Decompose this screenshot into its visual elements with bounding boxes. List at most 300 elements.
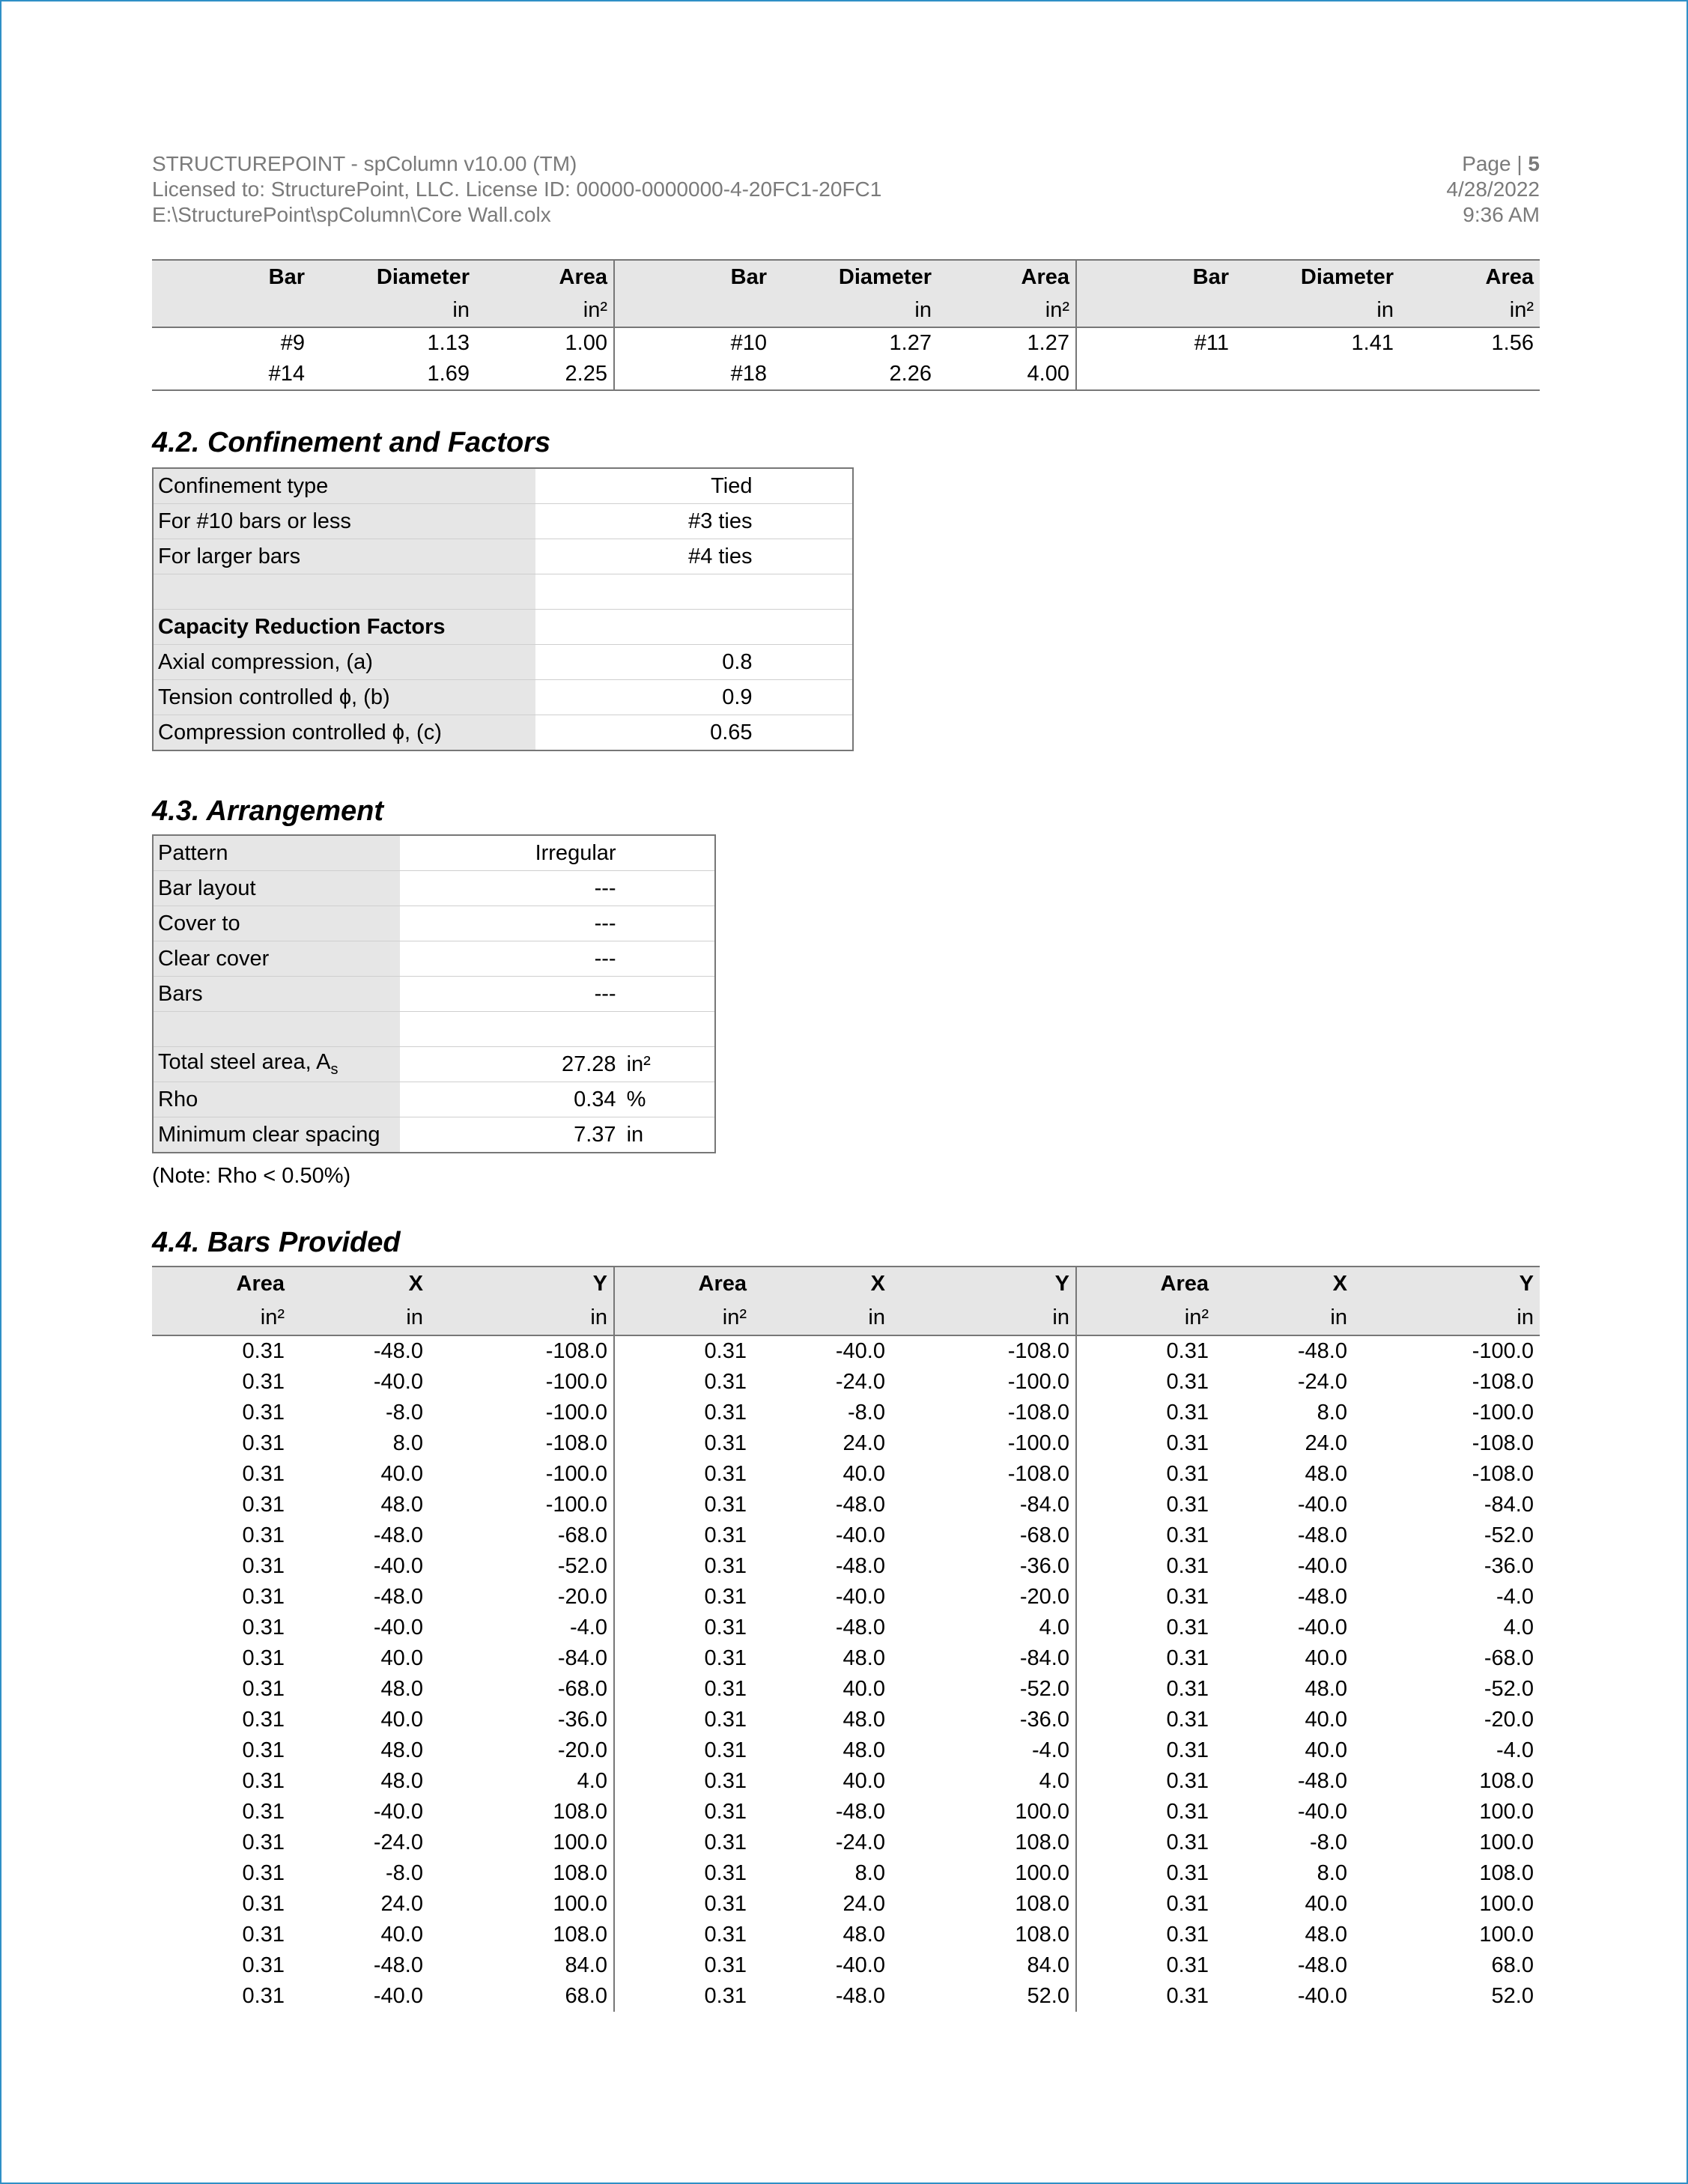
kv-label: [153, 574, 535, 610]
kv-row: [153, 715, 853, 751]
kv-label: Capacity Reduction Factors: [153, 610, 535, 645]
kv-row: [153, 1047, 715, 1082]
table-cell: 8.0: [1317, 1401, 1347, 1425]
column-header: Y: [1353, 1267, 1540, 1300]
table-cell: 0.31: [242, 1830, 285, 1854]
table-cell: 0.31: [242, 1984, 285, 2008]
column-header: Bar: [152, 260, 311, 294]
kv-row: [153, 1117, 715, 1153]
table-cell: -48.0: [1297, 1953, 1347, 1977]
table-cell: -52.0: [1484, 1677, 1534, 1701]
table-cell: -8.0: [386, 1401, 423, 1425]
table-cell: #10: [730, 331, 767, 355]
kv-value: 0.34: [400, 1082, 621, 1117]
table-cell: 0.31: [242, 1769, 285, 1793]
kv-label: Compression controlled ϕ, (c): [153, 715, 535, 751]
kv-label-subscript: s: [330, 1061, 338, 1078]
table-cell: 0.31: [1166, 1554, 1209, 1578]
table-cell: 0.31: [242, 1401, 285, 1425]
column-unit: in²: [1076, 1300, 1215, 1335]
table-cell: 0.31: [242, 1953, 285, 1977]
table-cell: -8.0: [848, 1401, 885, 1425]
table-cell: 0.31: [704, 1431, 747, 1455]
table-cell: -100.0: [429, 1398, 614, 1428]
kv-value: [535, 574, 756, 610]
kv-label: [153, 1047, 400, 1082]
kv-value: [400, 1012, 621, 1047]
table-cell: 1.00: [476, 327, 614, 359]
table-cell: -48.0: [1297, 1585, 1347, 1609]
table-cell: -36.0: [891, 1705, 1076, 1735]
table-cell: 40.0: [380, 1708, 423, 1732]
table-cell: 40.0: [1305, 1708, 1347, 1732]
table-cell: 0.31: [1166, 1708, 1209, 1732]
column-unit: in²: [1400, 294, 1540, 327]
header-time: 9:36 AM: [1463, 203, 1540, 226]
table-cell: 48.0: [380, 1493, 423, 1517]
column-header: Area: [476, 260, 614, 294]
table-row: [152, 1981, 1540, 2012]
table-cell: 48.0: [1305, 1677, 1347, 1701]
table-cell: 1.27: [889, 331, 932, 355]
page-number: 5: [1528, 152, 1540, 175]
table-cell: -68.0: [891, 1520, 1076, 1551]
table-cell: -24.0: [835, 1370, 885, 1394]
table-cell: 0.31: [242, 1339, 285, 1363]
kv-spacer: [757, 504, 853, 539]
bars-provided-table: [152, 1266, 1540, 2012]
kv-spacer: [757, 610, 853, 645]
column-unit: in²: [938, 294, 1076, 327]
kv-label: [153, 977, 400, 1012]
table-cell: 0.31: [704, 1984, 747, 2008]
table-cell: 100.0: [891, 1858, 1076, 1889]
table-cell: -48.0: [1297, 1769, 1347, 1793]
table-cell: 24.0: [843, 1892, 885, 1916]
table-cell: 48.0: [380, 1769, 423, 1793]
table-cell: 0.31: [242, 1923, 285, 1947]
table-row: [152, 1335, 1540, 1367]
table-cell: 0.31: [1166, 1738, 1209, 1762]
kv-label: [153, 1117, 400, 1153]
kv-spacer: [757, 468, 853, 504]
table-cell: #18: [614, 359, 773, 390]
kv-value: 0.65: [710, 720, 753, 744]
table-cell: 0.31: [704, 1462, 747, 1486]
kv-row: [153, 1012, 715, 1047]
table-cell: 100.0: [1479, 1800, 1534, 1824]
table-cell: -8.0: [1310, 1830, 1347, 1854]
table-cell: -40.0: [1297, 1554, 1347, 1578]
table-row: [152, 1428, 1540, 1459]
column-header: Y: [429, 1267, 614, 1300]
section-title-arrangement: 4.3. Arrangement: [152, 795, 384, 827]
table-cell: -108.0: [891, 1398, 1076, 1428]
table-cell: 0.31: [1166, 1462, 1209, 1486]
table-cell: -84.0: [891, 1490, 1076, 1520]
kv-unit: [621, 1012, 715, 1047]
table-cell: 40.0: [1305, 1646, 1347, 1670]
kv-row: [153, 504, 853, 539]
table-row: [152, 1490, 1540, 1520]
section-title-confinement: 4.2. Confinement and Factors: [152, 427, 551, 458]
table-cell: -40.0: [835, 1953, 885, 1977]
column-unit: in: [891, 1300, 1076, 1335]
table-cell: 0.31: [242, 1616, 285, 1639]
table-cell: -100.0: [1472, 1339, 1534, 1363]
kv-label: For #10 bars or less: [153, 504, 535, 539]
table-cell: 40.0: [380, 1462, 423, 1486]
table-cell: -40.0: [1297, 1616, 1347, 1639]
kv-value: ---: [400, 871, 621, 906]
kv-label: [153, 906, 400, 941]
kv-row: [153, 977, 715, 1012]
kv-label: [153, 1082, 400, 1117]
table-cell: 0.31: [704, 1370, 747, 1394]
table-cell: #14: [152, 359, 311, 390]
page-label: Page |: [1462, 152, 1528, 175]
table-cell: 0.31: [242, 1462, 285, 1486]
table-cell: 100.0: [429, 1889, 614, 1920]
table-cell: 68.0: [1491, 1953, 1534, 1977]
table-cell: 0.31: [242, 1738, 285, 1762]
table-cell: -36.0: [1484, 1554, 1534, 1578]
table-row: [152, 1613, 1540, 1643]
table-cell: 0.31: [242, 1370, 285, 1394]
kv-label: For larger bars: [153, 539, 535, 574]
table-cell: -4.0: [1496, 1585, 1534, 1609]
column-header: X: [1215, 1267, 1353, 1300]
table-cell: 0.31: [704, 1800, 747, 1824]
page-number-line: [1446, 151, 1540, 177]
table-cell: 0.31: [704, 1493, 747, 1517]
table-cell: -40.0: [835, 1523, 885, 1547]
table-cell: -40.0: [835, 1339, 885, 1363]
table-cell: 1.56: [1491, 331, 1534, 355]
kv-value: #3 ties: [535, 504, 756, 539]
table-cell: 48.0: [380, 1738, 423, 1762]
kv-spacer: [757, 539, 853, 574]
table-cell: 100.0: [429, 1827, 614, 1858]
header-left: [152, 151, 881, 228]
kv-value: #4 ties: [535, 539, 756, 574]
table-row: [152, 1705, 1540, 1735]
table-cell: 1.27: [938, 327, 1076, 359]
table-cell: -24.0: [1297, 1370, 1347, 1394]
table-cell: -40.0: [835, 1585, 885, 1609]
kv-value: 0.8: [535, 645, 756, 680]
table-cell: 4.00: [938, 359, 1076, 390]
table-cell: -108.0: [1472, 1462, 1534, 1486]
header-right: [1446, 151, 1540, 228]
table-cell: 0.31: [704, 1646, 747, 1670]
table-cell: -48.0: [373, 1585, 423, 1609]
table-cell: -100.0: [429, 1459, 614, 1490]
table-cell: 0.31: [1166, 1953, 1209, 1977]
table-cell: #9: [280, 331, 305, 355]
table-cell: 108.0: [429, 1920, 614, 1950]
table-cell: 0.31: [1166, 1677, 1209, 1701]
table-cell: 0.31: [242, 1708, 285, 1732]
kv-row: [153, 539, 853, 574]
table-cell: 0.31: [704, 1892, 747, 1916]
table-cell: 100.0: [891, 1797, 1076, 1827]
column-header: Area: [1400, 260, 1540, 294]
kv-label: [153, 1012, 400, 1047]
table-row: [152, 1459, 1540, 1490]
table-cell: -100.0: [429, 1490, 614, 1520]
table-row: [152, 1398, 1540, 1428]
kv-value: Irregular: [400, 835, 621, 871]
kv-label: [153, 835, 400, 871]
table-cell: 40.0: [1305, 1738, 1347, 1762]
kv-row: [153, 1082, 715, 1117]
table-cell: 24.0: [1305, 1431, 1347, 1455]
kv-value: ---: [400, 906, 621, 941]
column-header: Diameter: [1235, 260, 1400, 294]
table-cell: -108.0: [891, 1335, 1076, 1367]
kv-label: Axial compression, (a): [153, 645, 535, 680]
table-cell: -48.0: [835, 1800, 885, 1824]
column-unit: in²: [476, 294, 614, 327]
kv-row: [153, 906, 715, 941]
table-cell: 0.31: [704, 1708, 747, 1732]
column-unit: in: [291, 1300, 429, 1335]
kv-value: 7.37: [574, 1122, 616, 1147]
kv-label: Tension controlled ϕ, (b): [153, 680, 535, 715]
column-unit: in: [773, 294, 938, 327]
kv-unit: in: [626, 1122, 644, 1147]
table-cell: 0.31: [704, 1554, 747, 1578]
table-cell: 48.0: [843, 1738, 885, 1762]
table-cell: 4.0: [429, 1766, 614, 1797]
table-cell: 0.31: [242, 1892, 285, 1916]
table-cell: 84.0: [429, 1950, 614, 1981]
kv-unit: [621, 871, 715, 906]
column-unit: in: [311, 294, 476, 327]
table-cell: -108.0: [429, 1335, 614, 1367]
table-row: [152, 1735, 1540, 1766]
column-unit: in: [753, 1300, 891, 1335]
bar-sizes-table: [152, 259, 1540, 391]
table-row: [152, 1582, 1540, 1613]
table-cell: -68.0: [1484, 1646, 1534, 1670]
table-cell: 0.31: [1166, 1861, 1209, 1885]
table-cell: -40.0: [373, 1554, 423, 1578]
table-cell: -24.0: [835, 1830, 885, 1854]
table-row: [152, 1551, 1540, 1582]
table-cell: -36.0: [429, 1705, 614, 1735]
column-header: X: [753, 1267, 891, 1300]
table-cell: 40.0: [843, 1677, 885, 1701]
kv-value: ---: [400, 977, 621, 1012]
kv-unit: in²: [621, 1047, 715, 1082]
table-cell: [1400, 359, 1540, 390]
kv-row: [153, 645, 853, 680]
table-cell: 0.31: [242, 1646, 285, 1670]
kv-unit: [621, 906, 715, 941]
table-cell: 0.31: [704, 1585, 747, 1609]
table-cell: 0.31: [1166, 1493, 1209, 1517]
table-cell: 0.31: [1166, 1339, 1209, 1363]
table-cell: 48.0: [843, 1923, 885, 1947]
table-row: [152, 1797, 1540, 1827]
kv-unit: %: [621, 1082, 715, 1117]
table-row: [152, 359, 1540, 390]
header-program: STRUCTUREPOINT - spColumn v10.00 (TM): [152, 152, 577, 175]
table-cell: -108.0: [891, 1459, 1076, 1490]
header-license: Licensed to: StructurePoint, LLC. License ID: 00000-0000000-4-20FC1-20FC1: [152, 178, 882, 201]
table-cell: 0.31: [1166, 1769, 1209, 1793]
arrangement-table: [152, 834, 716, 1153]
table-cell: 2.26: [773, 359, 938, 390]
kv-value: ---: [400, 941, 621, 977]
table-cell: -40.0: [373, 1616, 423, 1639]
kv-row: [153, 610, 853, 645]
table-cell: 24.0: [843, 1431, 885, 1455]
rho-note: (Note: Rho < 0.50%): [152, 1164, 351, 1188]
table-cell: 108.0: [1479, 1861, 1534, 1885]
table-cell: 24.0: [380, 1892, 423, 1916]
column-header: Diameter: [773, 260, 938, 294]
table-cell: -52.0: [1484, 1523, 1534, 1547]
table-cell: 40.0: [843, 1769, 885, 1793]
table-cell: 0.31: [1166, 1984, 1209, 2008]
column-unit: in²: [614, 1300, 753, 1335]
table-row: [152, 1520, 1540, 1551]
kv-label-text: Rho: [158, 1087, 198, 1111]
table-row: [152, 1674, 1540, 1705]
table-cell: -108.0: [1472, 1370, 1534, 1394]
kv-label-text: Minimum clear spacing: [158, 1122, 380, 1147]
table-cell: 0.31: [242, 1493, 285, 1517]
table-cell: 52.0: [1491, 1984, 1534, 2008]
kv-row: [153, 835, 715, 871]
table-cell: 40.0: [843, 1462, 885, 1486]
kv-value: 27.28: [400, 1047, 621, 1082]
table-cell: 2.25: [476, 359, 614, 390]
table-cell: 4.0: [1503, 1616, 1534, 1639]
kv-label: [153, 871, 400, 906]
table-cell: 108.0: [429, 1797, 614, 1827]
table-cell: -48.0: [1297, 1523, 1347, 1547]
table-cell: -24.0: [373, 1830, 423, 1854]
table-cell: -48.0: [835, 1493, 885, 1517]
kv-unit: [621, 977, 715, 1012]
table-cell: 0.31: [704, 1861, 747, 1885]
table-row: [152, 1827, 1540, 1858]
table-cell: -48.0: [1297, 1339, 1347, 1363]
column-unit: in²: [152, 1300, 291, 1335]
table-cell: 0.31: [1166, 1800, 1209, 1824]
table-cell: 0.31: [704, 1339, 747, 1363]
table-cell: -100.0: [429, 1367, 614, 1398]
kv-label: Confinement type: [153, 468, 535, 504]
column-header: Area: [614, 1267, 753, 1300]
column-unit: in: [1353, 1300, 1540, 1335]
table-cell: -52.0: [429, 1551, 614, 1582]
table-cell: 0.31: [704, 1738, 747, 1762]
kv-row: [153, 468, 853, 504]
table-cell: -48.0: [835, 1984, 885, 2008]
table-cell: 100.0: [1479, 1923, 1534, 1947]
table-cell: 0.31: [704, 1401, 747, 1425]
table-cell: -100.0: [891, 1428, 1076, 1459]
table-cell: -48.0: [835, 1554, 885, 1578]
table-cell: #11: [1194, 331, 1229, 355]
column-unit: [614, 294, 773, 327]
kv-label-text: Total steel area, A: [158, 1050, 331, 1075]
table-cell: 48.0: [380, 1677, 423, 1701]
table-row: [152, 1766, 1540, 1797]
column-header: Diameter: [311, 260, 476, 294]
table-cell: -48.0: [373, 1523, 423, 1547]
kv-label-text: Bar layout: [158, 876, 256, 900]
table-cell: 0.31: [242, 1554, 285, 1578]
kv-value: [535, 610, 756, 645]
kv-label: [153, 941, 400, 977]
table-cell: 0.31: [704, 1677, 747, 1701]
table-cell: 1.13: [427, 331, 470, 355]
table-cell: 0.31: [1166, 1830, 1209, 1854]
table-cell: 40.0: [380, 1923, 423, 1947]
table-cell: 100.0: [1479, 1830, 1534, 1854]
table-cell: 68.0: [429, 1981, 614, 2012]
table-cell: 40.0: [1305, 1892, 1347, 1916]
table-row: [152, 1889, 1540, 1920]
column-header: Area: [1076, 1267, 1215, 1300]
table-cell: -20.0: [1484, 1708, 1534, 1732]
table-cell: 0.31: [704, 1769, 747, 1793]
table-cell: -68.0: [429, 1520, 614, 1551]
table-cell: -84.0: [891, 1643, 1076, 1674]
table-cell: -100.0: [891, 1367, 1076, 1398]
kv-label-text: Clear cover: [158, 946, 270, 971]
column-header: Y: [891, 1267, 1076, 1300]
table-cell: 1.41: [1351, 331, 1394, 355]
table-cell: 108.0: [891, 1827, 1076, 1858]
table-cell: 0.31: [1166, 1401, 1209, 1425]
table-cell: 0.31: [704, 1616, 747, 1639]
table-row: [152, 1858, 1540, 1889]
table-cell: 0.31: [1166, 1431, 1209, 1455]
table-cell: 4.0: [891, 1613, 1076, 1643]
header-file-path: E:\StructurePoint\spColumn\Core Wall.colx: [152, 203, 551, 226]
column-unit: in: [1215, 1300, 1353, 1335]
table-cell: 0.31: [242, 1861, 285, 1885]
column-header: Bar: [1076, 260, 1235, 294]
column-header: Area: [152, 1267, 291, 1300]
table-cell: 0.31: [704, 1953, 747, 1977]
table-cell: 0.31: [704, 1523, 747, 1547]
kv-label-text: Cover to: [158, 911, 240, 935]
column-unit: [1076, 294, 1235, 327]
table-cell: 48.0: [843, 1708, 885, 1732]
column-header: Area: [938, 260, 1076, 294]
table-cell: 0.31: [1166, 1523, 1209, 1547]
table-cell: 0.31: [242, 1800, 285, 1824]
table-cell: 108.0: [891, 1889, 1076, 1920]
table-cell: [1235, 359, 1400, 390]
table-row: [152, 1367, 1540, 1398]
table-cell: 0.31: [242, 1431, 285, 1455]
table-cell: -40.0: [1297, 1984, 1347, 2008]
table-cell: 100.0: [1479, 1892, 1534, 1916]
confinement-table: [152, 467, 854, 751]
table-cell: -20.0: [429, 1735, 614, 1766]
kv-value: 0.9: [535, 680, 756, 715]
table-row: [152, 1920, 1540, 1950]
